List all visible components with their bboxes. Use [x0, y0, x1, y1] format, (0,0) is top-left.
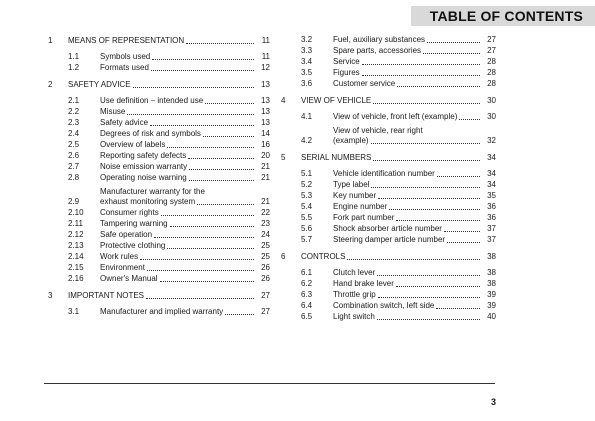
toc-chapter[interactable]: [48, 290, 270, 301]
dot-leader: [378, 297, 480, 298]
toc-entry-title: SAFETY ADVICE: [68, 80, 131, 89]
toc-entry-number: 3.2: [301, 35, 313, 44]
toc-entry-title: Protective clothing: [100, 241, 166, 250]
toc-entry[interactable]: [281, 267, 496, 278]
toc-entry-page: 13: [261, 80, 270, 89]
dot-leader: [371, 143, 480, 144]
toc-entry[interactable]: [48, 183, 270, 207]
toc-entry-number: 2.1: [68, 96, 80, 105]
toc-entry-page: 14: [261, 129, 270, 138]
dot-leader: [347, 259, 480, 260]
toc-entry[interactable]: [48, 218, 270, 229]
toc-entry-number: 5.5: [301, 213, 313, 222]
toc-entry-number: 4.1: [301, 112, 313, 121]
dot-leader: [188, 158, 254, 159]
toc-entry-number: 2.12: [68, 230, 84, 239]
toc-entry-page: 38: [487, 279, 496, 288]
dot-leader: [151, 70, 254, 71]
toc-entry[interactable]: [281, 168, 496, 179]
dot-leader: [133, 87, 254, 88]
dot-leader: [170, 226, 254, 227]
toc-entry[interactable]: [48, 306, 270, 317]
toc-entry-number: 1: [48, 36, 53, 45]
toc-entry[interactable]: [48, 95, 270, 106]
toc-entry-number: 2.14: [68, 252, 84, 261]
toc-entry-number: 4: [281, 96, 286, 105]
toc-chapter[interactable]: [281, 152, 496, 163]
toc-entry-page: 30: [487, 96, 496, 105]
toc-entry-title: Light switch: [333, 312, 375, 321]
toc-entry-number: 5.2: [301, 180, 313, 189]
footer-divider: [44, 383, 495, 384]
toc-entry[interactable]: [281, 223, 496, 234]
dot-leader: [377, 319, 480, 320]
toc-entry-page: 40: [487, 312, 496, 321]
dot-leader: [167, 248, 254, 249]
toc-entry[interactable]: [281, 111, 496, 122]
toc-entry-title: Type label: [333, 180, 370, 189]
toc-entry-page: 27: [261, 291, 270, 300]
toc-entry[interactable]: [48, 161, 270, 172]
toc-entry[interactable]: [48, 106, 270, 117]
toc-entry-page: 20: [261, 151, 270, 160]
toc-entry-number: 1.1: [68, 52, 80, 61]
toc-entry[interactable]: [48, 240, 270, 251]
toc-entry-page: 28: [487, 79, 496, 88]
toc-entry-page: 37: [487, 224, 496, 233]
dot-leader: [389, 209, 480, 210]
toc-entry-number: 2.3: [68, 118, 80, 127]
toc-entry-title: Service: [333, 57, 360, 66]
dot-leader: [147, 270, 254, 271]
toc-entry-title: VIEW OF VEHICLE: [301, 96, 372, 105]
toc-entry-number: 6.5: [301, 312, 313, 321]
toc-entry-title: Manufacturer and implied warranty: [100, 307, 224, 316]
toc-entry[interactable]: [48, 139, 270, 150]
toc-entry-page: 34: [487, 169, 496, 178]
toc-entry-title: Clutch lever: [333, 268, 376, 277]
toc-column-right: [281, 34, 496, 322]
toc-entry-page: 22: [261, 208, 270, 217]
toc-entry[interactable]: [48, 128, 270, 139]
dot-leader: [396, 220, 480, 221]
toc-entry-number: 3: [48, 291, 53, 300]
toc-entry-title: View of vehicle, front left (example): [333, 112, 458, 121]
toc-entry-page: 21: [261, 162, 270, 171]
toc-chapter[interactable]: [281, 95, 496, 106]
toc-entry-title: Engine number: [333, 202, 388, 211]
toc-entry-title: Customer service: [333, 79, 396, 88]
toc-entry[interactable]: [48, 273, 270, 284]
toc-entry-title: CONTROLS: [301, 252, 346, 261]
toc-entry-page: 32: [487, 136, 496, 145]
toc-entry-page: 27: [487, 46, 496, 55]
toc-entry[interactable]: [281, 278, 496, 289]
toc-entry-number: 3.3: [301, 46, 313, 55]
toc-entry[interactable]: [281, 122, 496, 146]
toc-entry-number: 3.1: [68, 307, 80, 316]
dot-leader: [378, 198, 480, 199]
toc-entry-title-line1: View of vehicle, rear right: [333, 126, 423, 135]
toc-entry-title: Work rules: [100, 252, 139, 261]
toc-entry-page: 38: [487, 268, 496, 277]
toc-entry[interactable]: [281, 67, 496, 78]
toc-entry[interactable]: [281, 78, 496, 89]
toc-entry-number: 5.3: [301, 191, 313, 200]
toc-entry-page: 27: [487, 35, 496, 44]
toc-entry-title: Symbols used: [100, 52, 151, 61]
toc-entry-page: 30: [487, 112, 496, 121]
toc-entry-title: Tampering warning: [100, 219, 168, 228]
toc-entry-title: Fork part number: [333, 213, 395, 222]
toc-entry-title: exhaust monitoring system: [100, 197, 196, 206]
toc-entry-number: 1.2: [68, 63, 80, 72]
toc-entry-title: Key number: [333, 191, 377, 200]
page-title: TABLE OF CONTENTS: [411, 6, 595, 26]
dot-leader: [189, 180, 254, 181]
toc-entry-title: Fuel, auxiliary substances: [333, 35, 426, 44]
dot-leader: [371, 187, 480, 188]
dot-leader: [167, 147, 254, 148]
toc-entry-title: SERIAL NUMBERS: [301, 153, 372, 162]
dot-leader: [205, 103, 254, 104]
toc-entry-page: 16: [261, 140, 270, 149]
toc-entry-page: 34: [487, 180, 496, 189]
toc-entry-page: 13: [261, 96, 270, 105]
dot-leader: [362, 75, 480, 76]
toc-entry[interactable]: [48, 262, 270, 273]
toc-entry-number: 2.7: [68, 162, 80, 171]
toc-entry-number: 3.4: [301, 57, 313, 66]
toc-entry[interactable]: [281, 190, 496, 201]
toc-entry-title: Noise emission warranty: [100, 162, 188, 171]
toc-entry-page: 37: [487, 235, 496, 244]
toc-entry-number: 6.4: [301, 301, 313, 310]
toc-entry-number: 5: [281, 153, 286, 162]
toc-entry-page: 26: [261, 274, 270, 283]
toc-entry-title: Owner's Manual: [100, 274, 158, 283]
toc-entry[interactable]: [48, 51, 270, 62]
toc-entry-title: Shock absorber article number: [333, 224, 442, 233]
dot-leader: [427, 42, 480, 43]
toc-entry-title: Steering damper article number: [333, 235, 446, 244]
toc-entry[interactable]: [281, 45, 496, 56]
toc-entry-page: 35: [487, 191, 496, 200]
toc-entry[interactable]: [281, 289, 496, 300]
toc-entry-title: Spare parts, accessories: [333, 46, 422, 55]
toc-entry-title: Figures: [333, 68, 360, 77]
dot-leader: [203, 136, 254, 137]
toc-entry-page: 28: [487, 68, 496, 77]
toc-entry-title: (example): [333, 136, 369, 145]
dot-leader: [373, 160, 480, 161]
toc-entry-number: 2.9: [68, 197, 80, 206]
toc-entry-title: IMPORTANT NOTES: [68, 291, 145, 300]
toc-entry-page: 25: [261, 241, 270, 250]
dot-leader: [362, 64, 480, 65]
toc-entry-title: Environment: [100, 263, 145, 272]
toc-entry-title: Operating noise warning: [100, 173, 187, 182]
toc-entry-title: Formats used: [100, 63, 149, 72]
toc-entry-page: 39: [487, 290, 496, 299]
toc-entry-title: Use definition – intended use: [100, 96, 204, 105]
toc-entry-title: MEANS OF REPRESENTATION: [68, 36, 185, 45]
toc-chapter[interactable]: [281, 251, 496, 262]
toc-entry[interactable]: [48, 172, 270, 183]
dot-leader: [140, 259, 254, 260]
toc-entry-title: Reporting safety defects: [100, 151, 187, 160]
dot-leader: [437, 176, 480, 177]
toc-entry-title: Consumer rights: [100, 208, 159, 217]
toc-entry-number: 4.2: [301, 136, 313, 145]
page-number: 3: [490, 397, 496, 407]
toc-entry-title: Degrees of risk and symbols: [100, 129, 201, 138]
dot-leader: [397, 86, 480, 87]
toc-entry-number: 6: [281, 252, 286, 261]
toc-entry-title: Safe operation: [100, 230, 153, 239]
toc-entry[interactable]: [281, 300, 496, 311]
toc-entry-number: 5.6: [301, 224, 313, 233]
toc-entry-page: 26: [261, 263, 270, 272]
toc-entry[interactable]: [281, 34, 496, 45]
dot-leader: [436, 308, 480, 309]
toc-entry[interactable]: [48, 150, 270, 161]
dot-leader: [127, 114, 254, 115]
toc-entry-title: Vehicle identification number: [333, 169, 435, 178]
toc-entry-title: Overview of labels: [100, 140, 166, 149]
dot-leader: [423, 53, 480, 54]
toc-entry-page: 27: [261, 307, 270, 316]
toc-entry-page: 36: [487, 213, 496, 222]
toc-entry-number: 2.11: [68, 219, 83, 228]
toc-entry-number: 3.6: [301, 79, 313, 88]
toc-entry-page: 12: [261, 63, 270, 72]
dot-leader: [197, 204, 254, 205]
toc-entry-page: 13: [261, 118, 270, 127]
toc-entry-page: 21: [261, 197, 270, 206]
toc-entry-page: 23: [261, 219, 270, 228]
toc-entry-title: Combination switch, left side: [333, 301, 435, 310]
toc-entry-number: 2.15: [68, 263, 84, 272]
dot-leader: [225, 314, 254, 315]
toc-entry-page: 28: [487, 57, 496, 66]
toc-entry-number: 2.8: [68, 173, 80, 182]
toc-entry[interactable]: [48, 251, 270, 262]
toc-entry-title: Hand brake lever: [333, 279, 394, 288]
toc-entry-number: 2: [48, 80, 53, 89]
dot-leader: [152, 59, 254, 60]
toc-entry[interactable]: [48, 229, 270, 240]
toc-entry-page: 36: [487, 202, 496, 211]
toc-entry[interactable]: [281, 179, 496, 190]
toc-entry[interactable]: [48, 62, 270, 73]
toc-entry-page: 38: [487, 252, 496, 261]
toc-entry-page: 39: [487, 301, 496, 310]
toc-entry[interactable]: [281, 201, 496, 212]
toc-entry-number: 2.6: [68, 151, 80, 160]
dot-leader: [154, 237, 254, 238]
toc-entry-title-line1: Manufacturer warranty for the: [100, 187, 205, 196]
toc-column-left: [48, 34, 270, 317]
toc-entry-title: Safety advice: [100, 118, 149, 127]
dot-leader: [447, 242, 480, 243]
toc-entry-page: 21: [261, 173, 270, 182]
dot-leader: [189, 169, 254, 170]
toc-entry[interactable]: [48, 207, 270, 218]
toc-entry-number: 2.2: [68, 107, 80, 116]
toc-chapter[interactable]: [48, 35, 270, 46]
toc-entry-number: 6.3: [301, 290, 313, 299]
toc-entry-number: 2.13: [68, 241, 84, 250]
toc-entry-number: 5.4: [301, 202, 313, 211]
toc-entry-page: 34: [487, 153, 496, 162]
dot-leader: [373, 103, 480, 104]
toc-entry-number: 2.10: [68, 208, 84, 217]
toc-entry-page: 25: [261, 252, 270, 261]
toc-entry[interactable]: [281, 234, 496, 245]
toc-chapter[interactable]: [48, 79, 270, 90]
dot-leader: [150, 125, 254, 126]
toc-entry[interactable]: [281, 56, 496, 67]
toc-entry-title: Throttle grip: [333, 290, 376, 299]
dot-leader: [459, 119, 480, 120]
toc-entry-page: 13: [261, 107, 270, 116]
toc-entry-number: 3.5: [301, 68, 313, 77]
toc-entry-page: 11: [261, 52, 270, 61]
dot-leader: [396, 286, 480, 287]
dot-leader: [377, 275, 480, 276]
toc-entry-number: 2.4: [68, 129, 80, 138]
toc-entry-number: 5.7: [301, 235, 313, 244]
toc-entry[interactable]: [48, 117, 270, 128]
toc-entry-number: 6.2: [301, 279, 313, 288]
dot-leader: [161, 215, 254, 216]
dot-leader: [444, 231, 480, 232]
toc-entry-number: 5.1: [301, 169, 313, 178]
toc-entry-number: 2.5: [68, 140, 80, 149]
toc-entry[interactable]: [281, 212, 496, 223]
toc-entry-number: 6.1: [301, 268, 313, 277]
dot-leader: [186, 43, 254, 44]
dot-leader: [160, 281, 254, 282]
toc-entry[interactable]: [281, 311, 496, 322]
toc-entry-number: 2.16: [68, 274, 84, 283]
toc-entry-page: 24: [261, 230, 270, 239]
toc-entry-title: Misuse: [100, 107, 126, 116]
toc-entry-page: 11: [261, 36, 270, 45]
dot-leader: [146, 298, 254, 299]
